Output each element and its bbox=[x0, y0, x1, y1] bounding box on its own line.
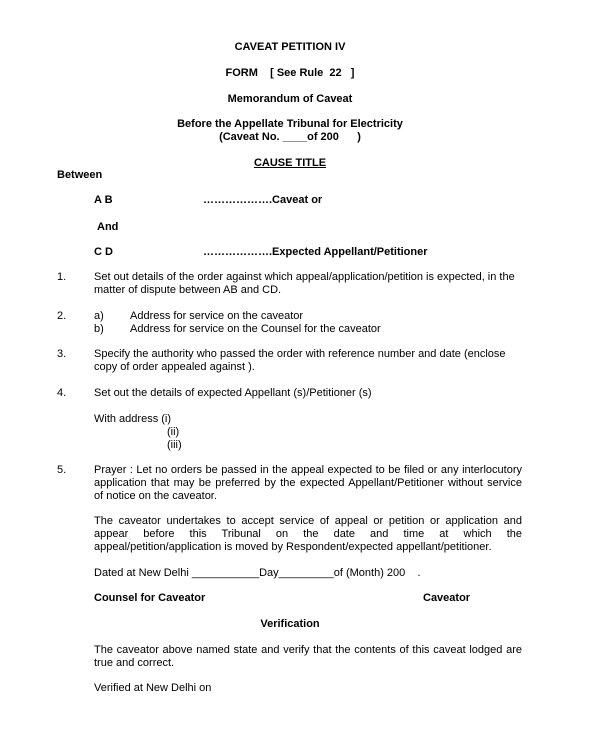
item-3-line-1: Specify the authority who passed the order with reference number and date (enclose bbox=[94, 348, 506, 360]
counsel-signature-label: Counsel for Caveator bbox=[94, 592, 206, 604]
address-iii: (iii) bbox=[167, 439, 182, 451]
undertaking-line-2: appear before this Tribunal on the date and time at which the bbox=[94, 528, 522, 540]
memorandum-heading: Memorandum of Caveat bbox=[227, 93, 353, 105]
item-number: 3. bbox=[57, 348, 67, 360]
verification-line-2: true and correct. bbox=[94, 657, 175, 669]
party-cd-name: C D bbox=[94, 246, 113, 258]
item-4-line-1: Set out the details of expected Appellant (s)/Petitioner (s) bbox=[94, 387, 372, 399]
between-label: Between bbox=[57, 169, 103, 181]
dated-line: Dated at New Delhi ___________Day_________of (Month) 200 . bbox=[94, 567, 421, 579]
cause-title: CAUSE TITLE bbox=[253, 157, 327, 169]
item-2b-label: b) bbox=[94, 323, 104, 335]
item-5-line-2: application that may be preferred by the expected Appellant/Petitioner without service bbox=[94, 477, 522, 489]
form-title: CAVEAT PETITION IV bbox=[234, 41, 346, 53]
caveat-number: (Caveat No. ____of 200 ) bbox=[219, 131, 361, 143]
tribunal-heading: Before the Appellate Tribunal for Electricity bbox=[177, 118, 403, 130]
item-2b-text: Address for service on the Counsel for the caveator bbox=[130, 323, 381, 335]
address-ii: (ii) bbox=[167, 426, 180, 438]
undertaking-line-1: The caveator undertakes to accept service of appeal or petition or application and bbox=[94, 515, 522, 527]
item-2a-text: Address for service on the caveator bbox=[130, 310, 304, 322]
party-ab-name: A B bbox=[94, 194, 113, 206]
address-label: With address (i) bbox=[94, 413, 172, 425]
verification-line-1: The caveator above named state and verify that the contents of this caveat lodged are bbox=[94, 644, 522, 656]
verification-heading: Verification bbox=[260, 618, 320, 630]
item-5-line-3: of notice on the caveator. bbox=[94, 490, 217, 502]
caveator-signature-label: Caveator bbox=[423, 592, 471, 604]
item-2a-label: a) bbox=[94, 310, 104, 322]
party-ab-role: ……………….Caveat or bbox=[203, 194, 323, 206]
and-label: And bbox=[97, 221, 119, 233]
item-number: 2. bbox=[57, 310, 67, 322]
item-number: 5. bbox=[57, 464, 67, 476]
form-rule-line: FORM [ See Rule 22 ] bbox=[225, 67, 355, 79]
item-number: 4. bbox=[57, 387, 67, 399]
item-number: 1. bbox=[57, 271, 67, 283]
item-1-line-2: matter of dispute between AB and CD. bbox=[94, 284, 282, 296]
item-5-line-1: Prayer : Let no orders be passed in the appeal expected to be filed or any interlocutory bbox=[94, 464, 522, 476]
item-3-line-2: copy of order appealed against ). bbox=[94, 361, 255, 373]
verified-at-line: Verified at New Delhi on bbox=[94, 682, 212, 694]
party-cd-role: ……………….Expected Appellant/Petitioner bbox=[203, 246, 428, 258]
item-1-line-1: Set out details of the order against which appeal/application/petition is expected, in the bbox=[94, 271, 515, 283]
undertaking-line-3: appeal/petition/application is moved by Respondent/expected appellant/petitioner. bbox=[94, 541, 492, 553]
